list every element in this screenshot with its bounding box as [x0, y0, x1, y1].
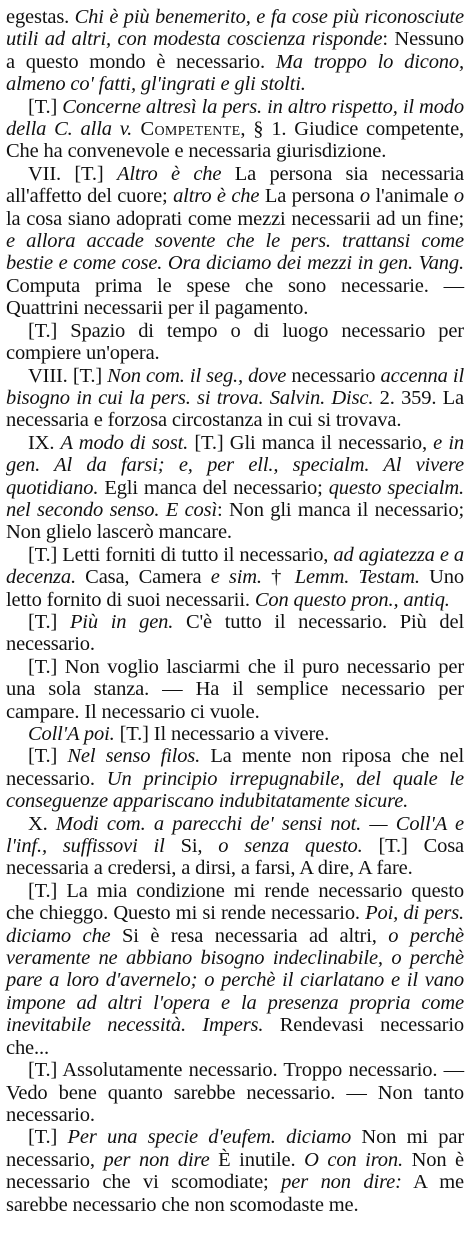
italic-text: Modi com. a parecchi de' sensi not. — Coll'A e l'inf., suffissovi il — [6, 812, 464, 858]
body-text: , § 1. Giudice competente, Che ha convenevole e necessaria giurisdizione. — [6, 118, 465, 163]
body-text: [T.] La mia condizione mi rende necessario questo che chieggo. Questo mi si rende necessario. — [6, 879, 464, 925]
body-text: [T.] Cosa necessaria a credersi, a dirsi, a farsi, A dire, A fare. — [6, 835, 464, 880]
italic-text: Concerne altresì la pers. in altro rispetto, il modo della C. alla v. — [6, 95, 465, 141]
body-text: [T.] — [28, 610, 70, 633]
entry-paragraph — [6, 813, 464, 880]
body-text: [T.] — [28, 1126, 68, 1149]
body-text: [T.] Il necessario a vivere. — [114, 723, 330, 745]
body-text: C'è tutto il necessario. Più del necessario. — [6, 610, 465, 656]
body-text: [T.] Gli manca il necessario, — [188, 431, 434, 454]
italic-text: Chi è più benemerito, e fa cose più riconosciute utili ad altri, con modesta coscienza risponde — [6, 6, 464, 51]
entry-paragraph — [6, 611, 464, 656]
body-text: [T.] Non voglio lasciarmi che il puro necessario per una sola stanza. — Ha il semplice necessario per campare. Il necessario ci vuole. — [6, 655, 464, 723]
italic-text: Altro è che — [116, 162, 222, 185]
italic-text: Non com. il seg., dove — [107, 364, 287, 387]
body-text: Non è necessario che vi scomodiate; — [6, 1148, 464, 1194]
entry-paragraph — [6, 432, 464, 544]
body-text: VII. [T.] — [28, 162, 117, 185]
body-text: necessario — [286, 364, 381, 387]
italic-text: questo specialm. nel secondo senso. E così — [6, 476, 464, 521]
body-text: : Non gli manca il necessario; Non glielo lascerò mancare. — [6, 498, 464, 544]
entry-paragraph — [6, 365, 464, 432]
body-text: Rendevasi necessario che... — [6, 1014, 464, 1059]
entry-paragraph — [6, 1059, 464, 1126]
entry-paragraph — [6, 544, 464, 611]
small-caps-reference: Competente — [132, 118, 241, 141]
body-text: [T.] Letti forniti di tutto il necessario, — [28, 543, 334, 566]
body-text: [T.] — [28, 95, 63, 118]
italic-text: Un principio irrepugnabile, del quale le conseguenze appariscano indubitatamente sicure. — [6, 767, 464, 813]
italic-text: ad agiatezza e a decenza. — [6, 543, 464, 589]
body-text: Egli manca del necessario; — [98, 476, 329, 499]
body-text: : Nessuno a questo mondo è necessario. — [6, 28, 464, 73]
italic-text: Poi, di pers. diciamo che — [6, 902, 464, 947]
italic-text: e sim. — [210, 566, 262, 589]
body-text: Casa, Camera — [75, 566, 211, 589]
entry-paragraph — [6, 880, 464, 1059]
entry-text — [6, 6, 464, 1216]
body-text: Non mi par necessario, — [6, 1126, 464, 1171]
italic-text: Ma troppo lo dicono, almeno co' fatti, gl'ingrati e gli stolti. — [6, 50, 464, 96]
body-text: La persona sia necessaria all'affetto del cuore; — [6, 162, 464, 208]
body-text: VIII. [T.] — [28, 364, 108, 387]
italic-text: e in gen. Al da farsi; e, per ell., specialm. Al vivere quotidiano. — [6, 431, 465, 499]
italic-text: per non dire — [103, 1148, 210, 1171]
body-text: [T.] — [28, 745, 68, 768]
italic-text: o — [453, 185, 465, 208]
entry-paragraph — [6, 320, 464, 365]
italic-text: accenna il bisogno in cui la pers. si trova. Salvin. Disc. — [6, 364, 464, 409]
entry-paragraph — [6, 163, 464, 320]
entry-paragraph — [6, 96, 464, 163]
italic-text: Lemm. Testam. — [294, 566, 420, 589]
italic-text: e allora accade sovente che le pers. trattansi come bestie e come cose. Ora diciamo dei mezzi in gen. Vang. — [6, 230, 464, 275]
body-text: A me sarebbe necessario che non scomodaste me. — [6, 1171, 465, 1216]
body-text: egestas. — [6, 6, 75, 28]
body-text: l'animale — [369, 185, 454, 208]
body-text: IX. — [28, 431, 61, 454]
italic-text: Per una specie d'eufem. diciamo — [67, 1126, 352, 1149]
italic-text: O con iron. — [304, 1148, 403, 1171]
entry-paragraph — [6, 6, 464, 96]
italic-text: Più in gen. — [69, 610, 174, 633]
entry-paragraph — [6, 656, 464, 723]
body-text: [T.] Assolutamente necessario. Troppo necessario. — Vedo bene quanto sarebbe necessario. — Non tanto necessario. — [6, 1059, 464, 1126]
entry-paragraph — [6, 723, 464, 745]
body-text: Uno letto fornito di suoi necessarii. — [6, 566, 464, 611]
body-text: Si, — [164, 835, 219, 858]
italic-text: altro è che — [173, 185, 260, 208]
body-text: X. — [28, 812, 56, 835]
italic-text: o — [359, 185, 370, 208]
body-text: La mente non riposa che nel necessario. — [6, 745, 465, 790]
body-text: Si è resa necessaria ad altri, — [110, 924, 389, 947]
body-text: Computa prima le spese che sono necessarie. — Quattrini necessarii per il pagamento. — [6, 274, 464, 320]
entry-paragraph — [6, 1126, 464, 1216]
italic-text: A modo di sost. — [60, 431, 189, 454]
italic-text: o senza questo. — [218, 835, 363, 858]
body-text: [T.] Spazio di tempo o di luogo necessario per compiere un'opera. — [6, 319, 464, 365]
body-text: La persona — [259, 185, 360, 208]
italic-text: per non dire: — [281, 1171, 402, 1194]
body-text: 2. 359. La necessaria e forzosa circostanza in cui si trovava. — [6, 386, 464, 432]
italic-text: o perchè veramente ne abbiano bisogno indeclinabile, o perchè pare a loro d'avernelo; o perchè il ciarlatano e il vano impone ad altri l'opera e la presenza propria come inevitabile necessità. Impers. — [6, 924, 464, 1037]
italic-text: Con questo pron., antiq. — [254, 588, 450, 611]
italic-text: Nel senso filos. — [67, 745, 201, 768]
body-text: † — [261, 566, 295, 589]
entry-paragraph — [6, 745, 464, 812]
italic-text: Coll'A poi. — [28, 723, 115, 745]
body-text: È inutile. — [209, 1148, 305, 1171]
body-text: la cosa siano adoprati come mezzi necessarii ad un fine; — [6, 207, 464, 230]
